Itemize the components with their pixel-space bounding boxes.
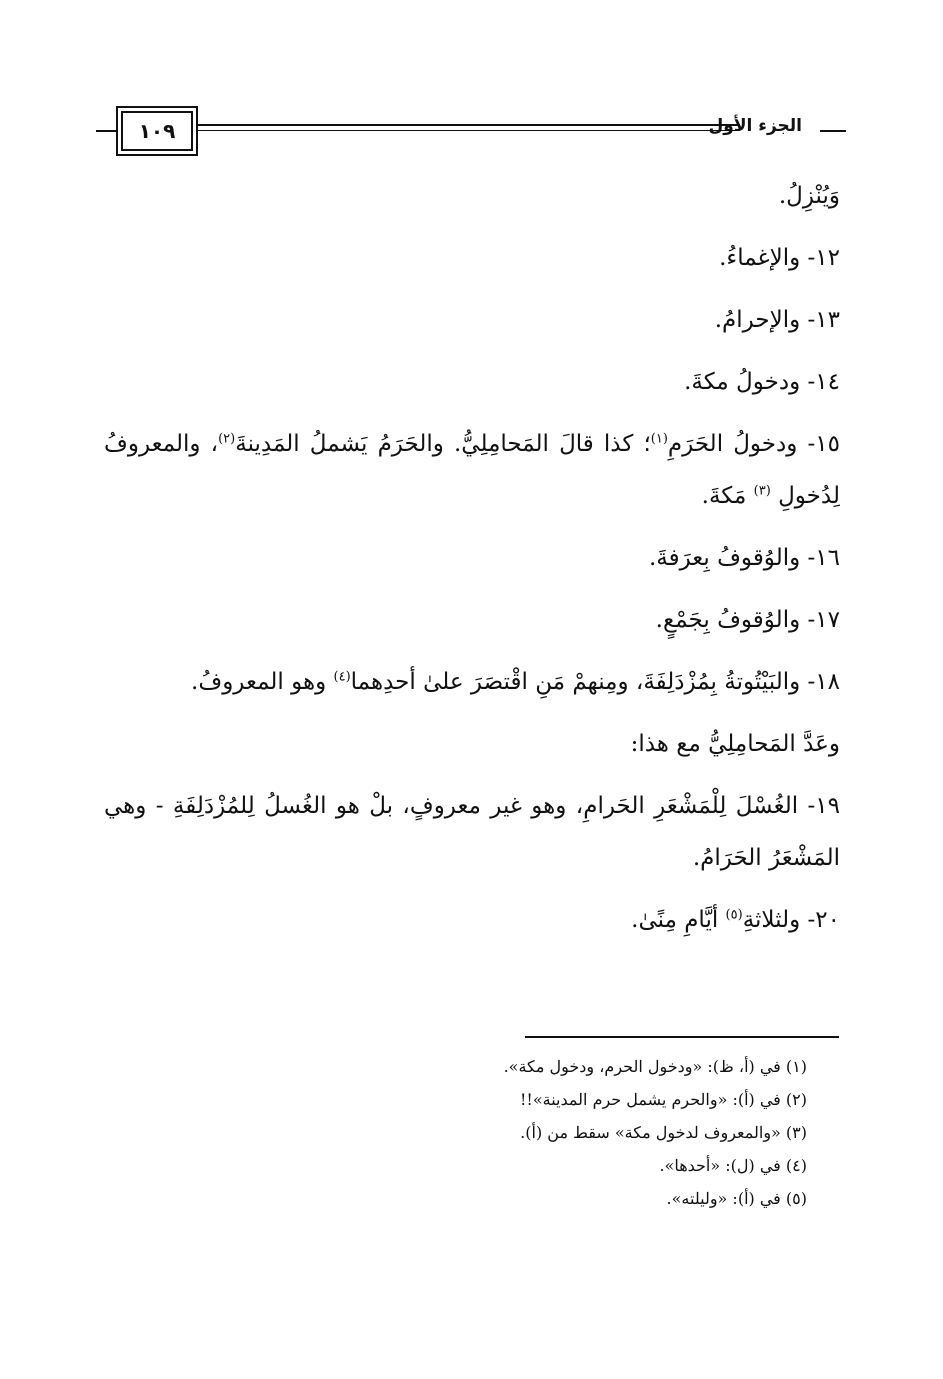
page-header [96,100,846,162]
footnote-2: (٢) في (أ): «والحرم يشمل حرم المدينة»!! [520,1090,807,1109]
list-item-12: ١٢- والإغماءُ. [719,245,840,271]
main-text [104,170,840,946]
list-item-15-part-c: ، والمعروفُ لِدُخولِ [104,431,840,509]
list-item-18-part-b: وهو المعروفُ. [191,669,327,695]
text-line-continuation: وَيُنْزِلُ. [778,183,840,209]
list-item-20-part-b: أيَّامِ مِنًىٰ. [631,907,719,933]
page-number: ١٠٩ [121,111,193,151]
part-title: الجزء الأول [708,116,802,136]
list-item-17: ١٧- والوُقوفُ بِجَمْعٍ. [655,607,840,633]
list-item-16: ١٦- والوُقوفُ بِعرَفةَ. [648,545,840,571]
footnote-ref-5[interactable]: (٥) [725,907,743,923]
footnote-4: (٤) في (ل): «أحدها». [659,1156,807,1175]
page-number-frame [116,106,198,156]
list-item-13: ١٣- والإحرامُ. [714,307,840,333]
footnote-1: (١) في (أ، ظ): «ودخول الحرم، ودخول مكة». [503,1057,807,1076]
list-item-19: ١٩- الغُسْلَ لِلْمَشْعَرِ الحَرامِ، وهو غير معروفٍ، بلْ هو الغُسلُ لِلمُزْدَلِفَةِ - وهي المَشْعَرُ الحَرَامُ. [104,793,840,871]
footnote-ref-3[interactable]: (٣) [753,483,771,499]
footnote-ref-2[interactable]: (٢) [218,431,236,447]
list-item-15-part-a: ١٥- ودخولُ الحَرَمِ [667,431,840,457]
list-item-15 [104,418,840,522]
list-item-15-part-b: ؛ كذا قالَ المَحامِلِيُّ. والحَرَمُ يَشملُ المَدِينةَ [235,431,651,457]
footnote-ref-1[interactable]: (١) [650,431,668,447]
footnote-ref-4[interactable]: (٤) [333,669,351,685]
header-rule-right [820,130,846,132]
list-item-20-part-a: ٢٠- ولثلاثةِ [742,907,840,933]
list-item-15-part-d: مَكةَ. [701,483,747,509]
footnote-3: (٣) «والمعروف لدخول مكة» سقط من (أ). [520,1123,807,1142]
intro-line: وعَدَّ المَحامِلِيُّ مع هذا: [630,731,840,757]
list-item-18 [104,656,840,708]
header-rule-left [96,130,116,132]
footnotes [207,1050,807,1215]
list-item-20 [104,894,840,946]
list-item-14: ١٤- ودخولُ مكةَ. [684,369,840,395]
footnote-5: (٥) في (أ): «وليلته». [666,1189,807,1208]
header-rule [198,124,740,131]
list-item-18-part-a: ١٨- والبَيْتُوتةُ بِمُزْدَلِفَةَ، ومِنهمْ مَنِ اقْتصَرَ علىٰ أحدِهما [350,669,840,695]
footnote-separator [525,1036,839,1038]
